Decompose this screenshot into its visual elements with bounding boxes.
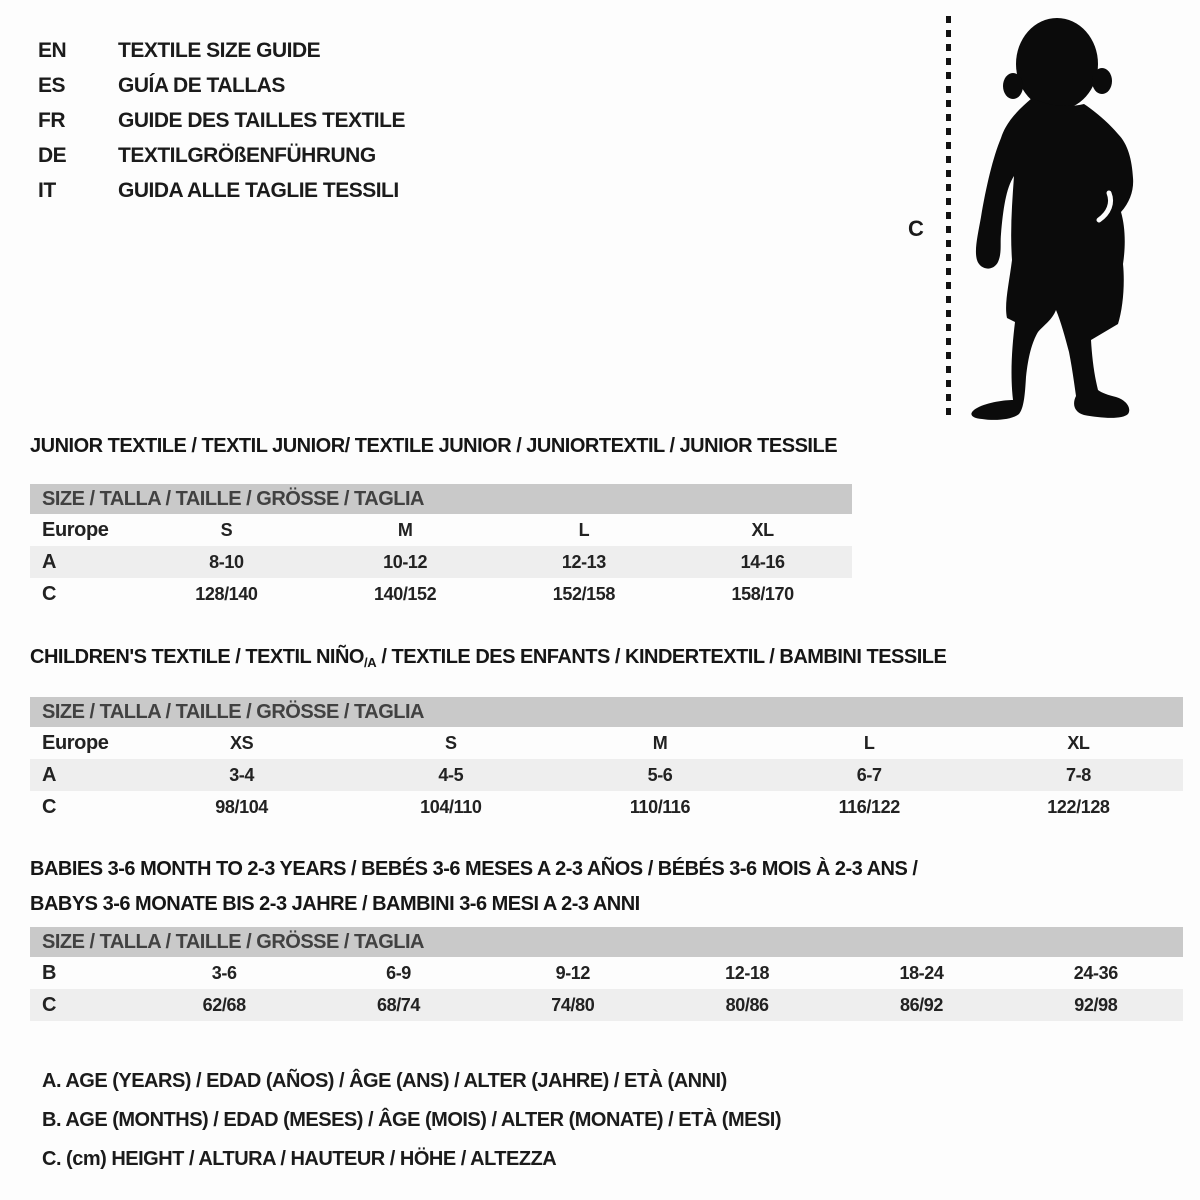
table-row [30,578,852,610]
table-cell: 6-7 [856,764,882,785]
section-title [30,852,1183,922]
language-code: DE [38,143,67,167]
table-cell: 158/170 [731,583,794,604]
table-cell: 9-12 [555,962,591,983]
table-row [30,514,852,546]
table-cell: 80/86 [725,994,769,1015]
section-title-line2: BABYS 3-6 MONATE BIS 2-3 JAHRE / BAMBINI 3-6 MESI A 2-3 ANNI [30,893,640,915]
table-cell: 68/74 [376,994,421,1015]
size-header-bar: SIZE / TALLA / TAILLE / GRÖSSE / TAGLIA [30,697,1183,727]
children-textile-section [30,645,1183,823]
table-row [30,759,1183,791]
babies-size-table [30,957,1183,1021]
table-cell: 6-9 [386,962,411,983]
table-cell: XL [1067,732,1090,753]
table-cell: 7-8 [1066,764,1091,785]
table-cell: 18-24 [899,962,944,983]
table-cell: 8-10 [209,551,244,572]
table-cell: 92/98 [1074,994,1118,1015]
table-cell: L [578,519,590,540]
table-cell: 4-5 [438,764,464,785]
language-row [38,138,405,173]
language-code: ES [38,73,66,97]
language-row [38,68,405,103]
table-cell: 104/110 [420,796,482,817]
children-size-table [30,727,1183,823]
table-cell: S [220,519,233,540]
table-cell: XL [751,519,774,540]
table-cell: 98/104 [215,796,268,817]
guide-title: TEXTILE SIZE GUIDE [118,38,321,62]
height-measure-label: C [908,216,924,241]
table-cell: M [397,519,413,540]
section-title: JUNIOR TEXTILE / TEXTIL JUNIOR/ TEXTILE JUNIOR / JUNIORTEXTIL / JUNIOR TESSILE [30,435,838,457]
language-row [38,33,405,68]
section-title-line1: BABIES 3-6 MONTH TO 2-3 YEARS / BEBÉS 3-6 MESES A 2-3 AÑOS / BÉBÉS 3-6 MOIS À 2-3 ANS / [30,858,918,880]
section-title-text: CHILDREN'S TEXTILE / TEXTIL NIÑO [30,646,364,668]
row-label: C [42,993,57,1016]
section-title [30,645,1183,675]
row-label: A [42,550,57,573]
section-title-text: / TEXTILE DES ENFANTS / KINDERTEXTIL / BAMBINI TESSILE [376,646,947,668]
section-title-subscript: /A [363,655,377,670]
junior-size-table [30,514,852,610]
row-label: A [42,763,57,786]
table-cell: 3-4 [229,764,255,785]
language-code: EN [38,38,67,62]
legend-line-c: C. (cm) HEIGHT / ALTURA / HAUTEUR / HÖHE / ALTEZZA [42,1148,557,1170]
table-row [30,791,1183,823]
table-cell: 12-13 [561,551,606,572]
table-cell: 12-18 [725,962,770,983]
row-label: C [42,795,57,818]
table-cell: 10-12 [383,551,428,572]
guide-title: GUIDA ALLE TAGLIE TESSILI [118,178,399,202]
language-row [38,103,405,138]
legend-line-b: B. AGE (MONTHS) / EDAD (MESES) / ÂGE (MOIS) / ALTER (MONATE) / ETÀ (MESI) [42,1109,782,1131]
table-row [30,989,1183,1021]
toddler-silhouette-image [960,12,1150,422]
legend-line-a: A. AGE (YEARS) / EDAD (AÑOS) / ÂGE (ANS) / ALTER (JAHRE) / ETÀ (ANNI) [42,1070,727,1092]
table-cell: 110/116 [629,796,691,817]
size-header-bar: SIZE / TALLA / TAILLE / GRÖSSE / TAGLIA [30,927,1183,957]
height-measure-dashed-line [946,16,951,416]
table-cell: 3-6 [211,962,237,983]
table-cell: S [445,732,457,753]
guide-title: TEXTILGRÖßENFÜHRUNG [118,143,376,167]
row-label: B [42,961,57,984]
measure-legend [42,1070,781,1187]
table-cell: 74/80 [551,994,595,1015]
table-cell: 14-16 [740,551,785,572]
table-cell: M [652,732,668,753]
table-cell: 140/152 [373,583,437,604]
row-label: Europe [42,518,109,541]
table-cell: 122/128 [1047,796,1110,817]
babies-textile-section [30,852,1183,1021]
table-row [30,546,852,578]
row-label: Europe [42,731,109,754]
table-cell: L [863,732,875,753]
table-cell: 62/68 [202,994,246,1015]
guide-title: GUÍA DE TALLAS [118,73,285,97]
table-cell: 128/140 [195,583,258,604]
junior-textile-section [30,434,852,610]
language-row [38,173,405,208]
size-header-bar: SIZE / TALLA / TAILLE / GRÖSSE / TAGLIA [30,484,852,514]
language-code: FR [38,108,65,132]
table-row [30,727,1183,759]
table-cell: 24-36 [1073,962,1118,983]
table-cell: 116/122 [838,796,900,817]
language-code: IT [38,178,56,202]
guide-title: GUIDE DES TAILLES TEXTILE [118,108,405,132]
table-row [30,957,1183,989]
language-title-list [38,33,405,208]
table-cell: 5-6 [647,764,673,785]
row-label: C [42,582,57,605]
table-cell: XS [229,732,254,753]
table-cell: 86/92 [899,994,943,1015]
table-cell: 152/158 [552,583,615,604]
